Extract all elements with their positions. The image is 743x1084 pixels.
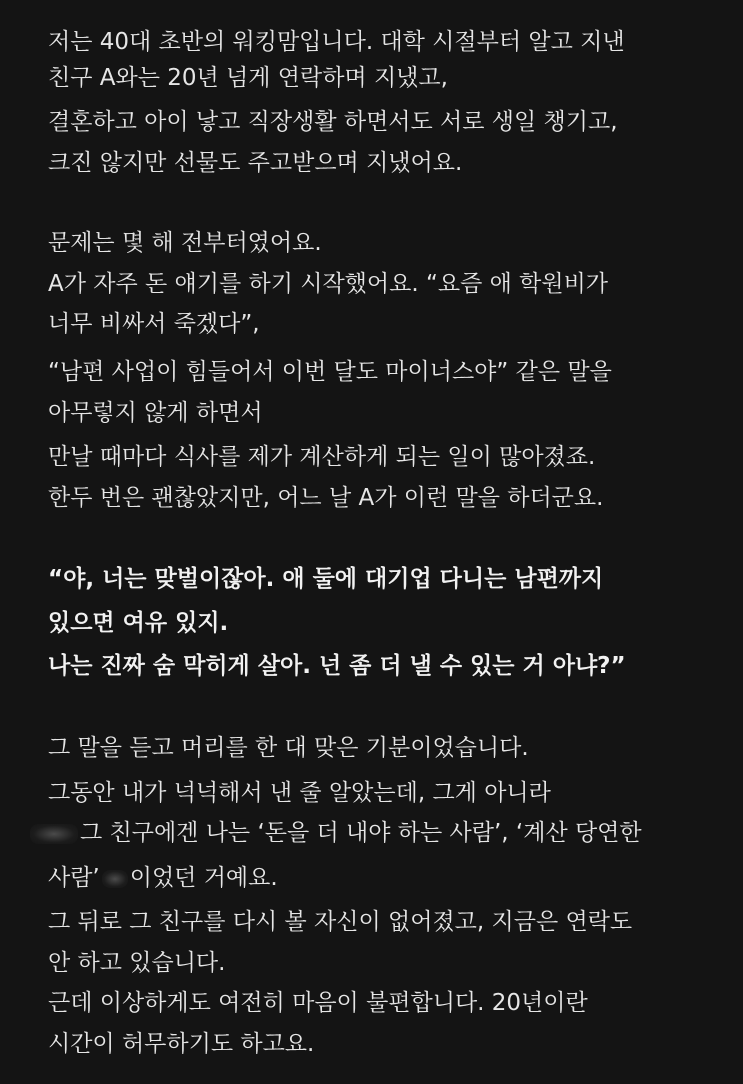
text-line: 아무렇지 않게 하면서: [48, 400, 263, 426]
text-segment: 그 친구에겐 나는 ‘돈을 더 내야 하는 사람’, ‘계산 당연한: [80, 820, 642, 846]
redaction-smudge: [30, 824, 78, 844]
quote-line: 나는 진짜 숨 막히게 살아. 넌 좀 더 낼 수 있는 거 아냐?”: [48, 653, 626, 679]
text-line: 크진 않지만 선물도 주고받으며 지냈어요.: [48, 150, 463, 176]
text-segment: 이었던 거예요.: [129, 865, 278, 891]
text-line: 만날 때마다 식사를 제가 계산하게 되는 일이 많아졌죠.: [48, 444, 596, 470]
text-line: 그동안 내가 넉넉해서 낸 줄 알았는데, 그게 아니라: [48, 780, 551, 806]
redaction-smudge: [102, 870, 128, 888]
text-line: 저는 40대 초반의 워킹맘입니다. 대학 시절부터 알고 지낸: [48, 29, 625, 55]
text-segment: 사람’: [48, 865, 100, 891]
text-line: 시간이 허무하기도 하고요.: [48, 1031, 315, 1057]
text-line: 그 말을 듣고 머리를 한 대 맞은 기분이었습니다.: [48, 735, 529, 761]
text-line: 그 뒤로 그 친구를 다시 볼 자신이 없어졌고, 지금은 연락도: [48, 909, 633, 935]
text-line: 친구 A와는 20년 넘게 연락하며 지냈고,: [48, 65, 448, 91]
text-line: 근데 이상하게도 여전히 마음이 불편합니다. 20년이란: [48, 990, 588, 1016]
text-line: “남편 사업이 힘들어서 이번 달도 마이너스야” 같은 말을: [48, 359, 612, 385]
text-line: [48, 863, 278, 893]
text-line: 문제는 몇 해 전부터였어요.: [48, 230, 322, 256]
quote-line: 있으면 여유 있지.: [48, 610, 229, 636]
text-line: 결혼하고 아이 낳고 직장생활 하면서도 서로 생일 챙기고,: [48, 109, 618, 135]
text-line: 한두 번은 괜찮았지만, 어느 날 A가 이런 말을 하더군요.: [48, 485, 604, 511]
quote-line: “야, 너는 맞벌이잖아. 애 둘에 대기업 다니는 남편까지: [48, 566, 604, 592]
text-line: [30, 818, 642, 848]
text-line: A가 자주 돈 얘기를 하기 시작했어요. “요즘 애 학원비가: [48, 271, 609, 297]
text-line: 너무 비싸서 죽겠다”,: [48, 311, 260, 337]
text-line: 안 하고 있습니다.: [48, 950, 226, 976]
